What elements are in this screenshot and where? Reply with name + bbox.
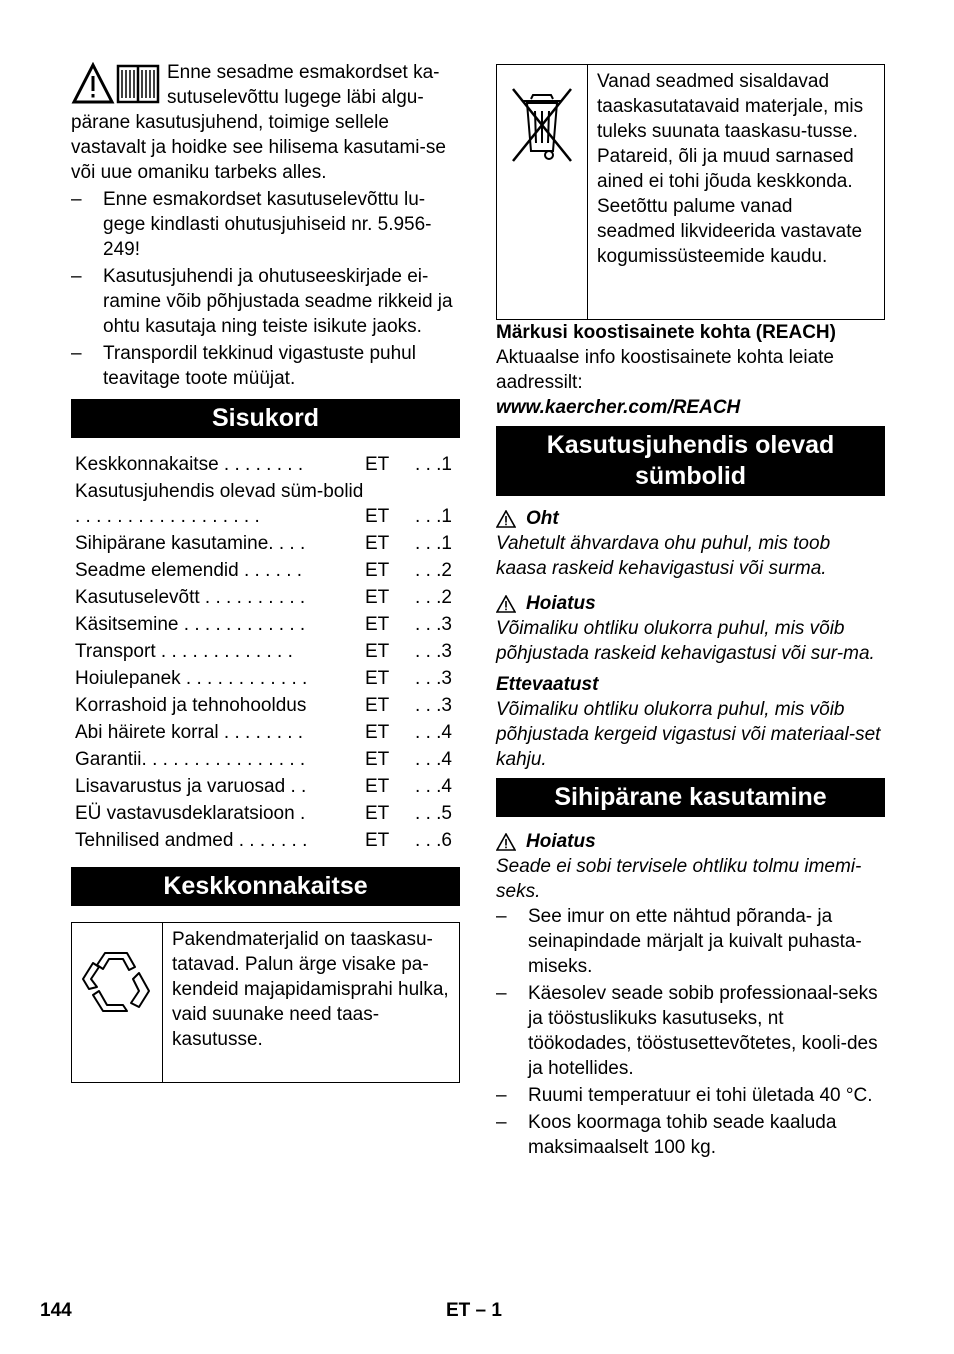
toc-entry-page: . . .2 (415, 560, 452, 581)
toc-entry-page: . . .4 (415, 722, 452, 743)
toc-entry-lang: ET (365, 587, 390, 608)
weee-box (496, 64, 885, 320)
toc-entry-name: Lisavarustus ja varuosad . . (75, 776, 307, 797)
weee-box-text: Vanad seadmed sisaldavad taaskasutatavaid materjale, mis tuleks suunata taaskasu-tusse. Patareid, õli ja muud sarnased ained ei tohi jõuda keskkonda. Seetõttu palume vanad seadmed likvideerida vastavate kogumissüsteemide kaudu. (597, 71, 864, 267)
toc-entry-lang: ET (365, 695, 390, 716)
toc-entry-lang: ET (365, 803, 390, 824)
toc-entry-name: Transport . . . . . . . . . . . . . (75, 641, 293, 662)
toc-entry-page: . . .4 (415, 776, 452, 797)
warning-triangle-icon (496, 510, 516, 528)
toc-entry-page: . . .2 (415, 587, 452, 608)
toc-row[interactable] (71, 610, 460, 637)
ettevaatust-text: Võimaliku ohtliku olukorra puhul, mis võib põhjustada kergeid vigastusi või materiaal-set kahju. (496, 699, 881, 770)
intro-text: Enne sesadme esmakordset ka-sutuselevõttu lugege läbi algu-pärane kasutusjuhend, toimige sellele vastavalt ja hoidke see hilisema kasutami-se või uue omaniku tarbeks alles. (71, 62, 446, 183)
toc-row[interactable] (71, 477, 460, 529)
warning-triangle-icon (496, 595, 516, 613)
left-column (71, 60, 460, 1083)
list-item: – Ruumi temperatuur ei tohi ületada 40 °C. (496, 1083, 885, 1108)
toc-row[interactable] (71, 772, 460, 799)
warning-manual-icon (71, 62, 161, 106)
list-item: – Käesolev seade sobib professionaal-seks ja tööstuslikuks kasutuseks, nt töökodades, tööstusettevõtetes, kooli-des ja hotellides. (496, 981, 885, 1081)
ettevaatust-label: Ettevaatust (496, 674, 599, 695)
toc-row[interactable] (71, 664, 460, 691)
toc-entry-page: . . .1 (415, 533, 452, 554)
toc-entry-lang: ET (365, 749, 390, 770)
recycling-icon (79, 945, 155, 1021)
toc-entry-page: . . .6 (415, 830, 452, 851)
toc-row[interactable] (71, 529, 460, 556)
toc-entry-lang: ET (365, 506, 390, 527)
usage-warning-label: Hoiatus (526, 831, 596, 852)
toc-entry-name: Sihipärane kasutamine. . . . (75, 533, 306, 554)
oht-signal-row (496, 506, 885, 531)
env-heading: Keskkonnakaitse (71, 867, 460, 906)
reach-url-link[interactable]: www.kaercher.com/REACH (496, 397, 741, 418)
toc-entry-page: . . .3 (415, 695, 452, 716)
recycling-box-text: Pakendmaterjalid on taaskasu-tatavad. Palun ärge visake pa-kendeid majapidamisprahi hulka, vaid suunake need taas-kasutusse. (172, 929, 449, 1050)
toc-entry-page: . . .4 (415, 749, 452, 770)
toc-entry-name: Kasutuselevõtt . . . . . . . . . . (75, 587, 306, 608)
usage-warning-row (496, 829, 885, 854)
hoiatus-text: Võimaliku ohtliku olukorra puhul, mis võib põhjustada raskeid kehavigastusi või sur-ma. (496, 618, 875, 664)
oht-label: Oht (526, 508, 559, 529)
toc-row[interactable] (71, 826, 460, 853)
usage-warning-text: Seade ei sobi tervisele ohtliku tolmu imemi-seks. (496, 856, 862, 902)
list-item: – Koos koormaga tohib seade kaaluda maksimaalselt 100 kg. (496, 1110, 885, 1160)
recycling-icon-cell (72, 923, 163, 1082)
toc-entry-lang: ET (365, 614, 390, 635)
weee-icon-cell (497, 65, 588, 319)
toc-entry-name: Käsitsemine . . . . . . . . . . . . (75, 614, 306, 635)
reach-heading: Märkusi koostisainete kohta (REACH) (496, 322, 836, 343)
toc-row[interactable] (71, 556, 460, 583)
toc-entry-name: Abi häirete korral . . . . . . . . (75, 722, 304, 743)
recycling-box (71, 922, 460, 1083)
toc-entry-name: Korrashoid ja tehnohooldus (75, 695, 307, 716)
usage-heading: Sihipärane kasutamine (496, 778, 885, 817)
toc-entry-lang: ET (365, 560, 390, 581)
toc-row[interactable] (71, 637, 460, 664)
list-item: – Kasutusjuhendi ja ohutuseeskirjade ei-ramine võib põhjustada seadme rikkeid ja ohtu kasutaja ning teiste isikute jaoks. (71, 264, 460, 339)
intro-section (71, 60, 460, 185)
hoiatus-label: Hoiatus (526, 593, 596, 614)
usage-bullet-list (496, 904, 885, 1160)
toc-entry-name: EÜ vastavusdeklaratsioon . (75, 803, 306, 824)
toc-entry-page: . . .3 (415, 641, 452, 662)
toc-entry-page: . . .3 (415, 614, 452, 635)
toc-entry-page: . . .1 (415, 454, 452, 475)
toc-heading: Sisukord (71, 399, 460, 438)
reach-text: Aktuaalse info koostisainete kohta leiate aadressilt: (496, 347, 834, 393)
list-item: – See imur on ette nähtud põranda- ja seinapindade märjalt ja kuivalt puhasta-miseks. (496, 904, 885, 979)
toc-row[interactable] (71, 691, 460, 718)
toc-row[interactable] (71, 583, 460, 610)
toc-entry-page: . . .3 (415, 668, 452, 689)
toc-entry-name: Kasutusjuhendis olevad süm-bolid . . . . . . . . . . . . . . . . . . (75, 481, 364, 527)
toc-entry-name: Seadme elemendid . . . . . . (75, 560, 303, 581)
warning-triangle-icon (496, 833, 516, 851)
toc-entry-name: Garantii. . . . . . . . . . . . . . . . (75, 749, 306, 770)
toc-entry-page: . . .1 (415, 506, 452, 527)
toc-row[interactable] (71, 799, 460, 826)
toc-entry-lang: ET (365, 641, 390, 662)
list-item: – Transpordil tekkinud vigastuste puhul teavitage toote müüjat. (71, 341, 460, 391)
toc-entry-lang: ET (365, 722, 390, 743)
toc-entry-lang: ET (365, 533, 390, 554)
list-item: – Enne esmakordset kasutuselevõttu lu-gege kindlasti ohutusjuhiseid nr. 5.956-249! (71, 187, 460, 262)
lang-page-number: ET – 1 (446, 1300, 502, 1321)
toc-row[interactable] (71, 718, 460, 745)
intro-bullet-list (71, 187, 460, 391)
table-of-contents (71, 450, 460, 853)
toc-entry-page: . . .5 (415, 803, 452, 824)
toc-entry-lang: ET (365, 668, 390, 689)
oht-text: Vahetult ähvardava ohu puhul, mis toob kaasa raskeid kehavigastusi või surma. (496, 533, 831, 579)
hoiatus-signal-row (496, 591, 885, 616)
page-number: 144 (40, 1300, 72, 1321)
symbols-heading: Kasutusjuhendis olevad sümbolid (496, 426, 885, 496)
toc-entry-lang: ET (365, 454, 390, 475)
toc-row[interactable] (71, 745, 460, 772)
toc-row[interactable] (71, 450, 460, 477)
toc-entry-lang: ET (365, 830, 390, 851)
toc-entry-lang: ET (365, 776, 390, 797)
toc-entry-name: Keskkonnakaitse . . . . . . . . (75, 454, 304, 475)
toc-entry-name: Hoiulepanek . . . . . . . . . . . . (75, 668, 308, 689)
toc-entry-name: Tehnilised andmed . . . . . . . (75, 830, 308, 851)
crossed-bin-icon (509, 81, 575, 165)
right-column (496, 64, 885, 1162)
